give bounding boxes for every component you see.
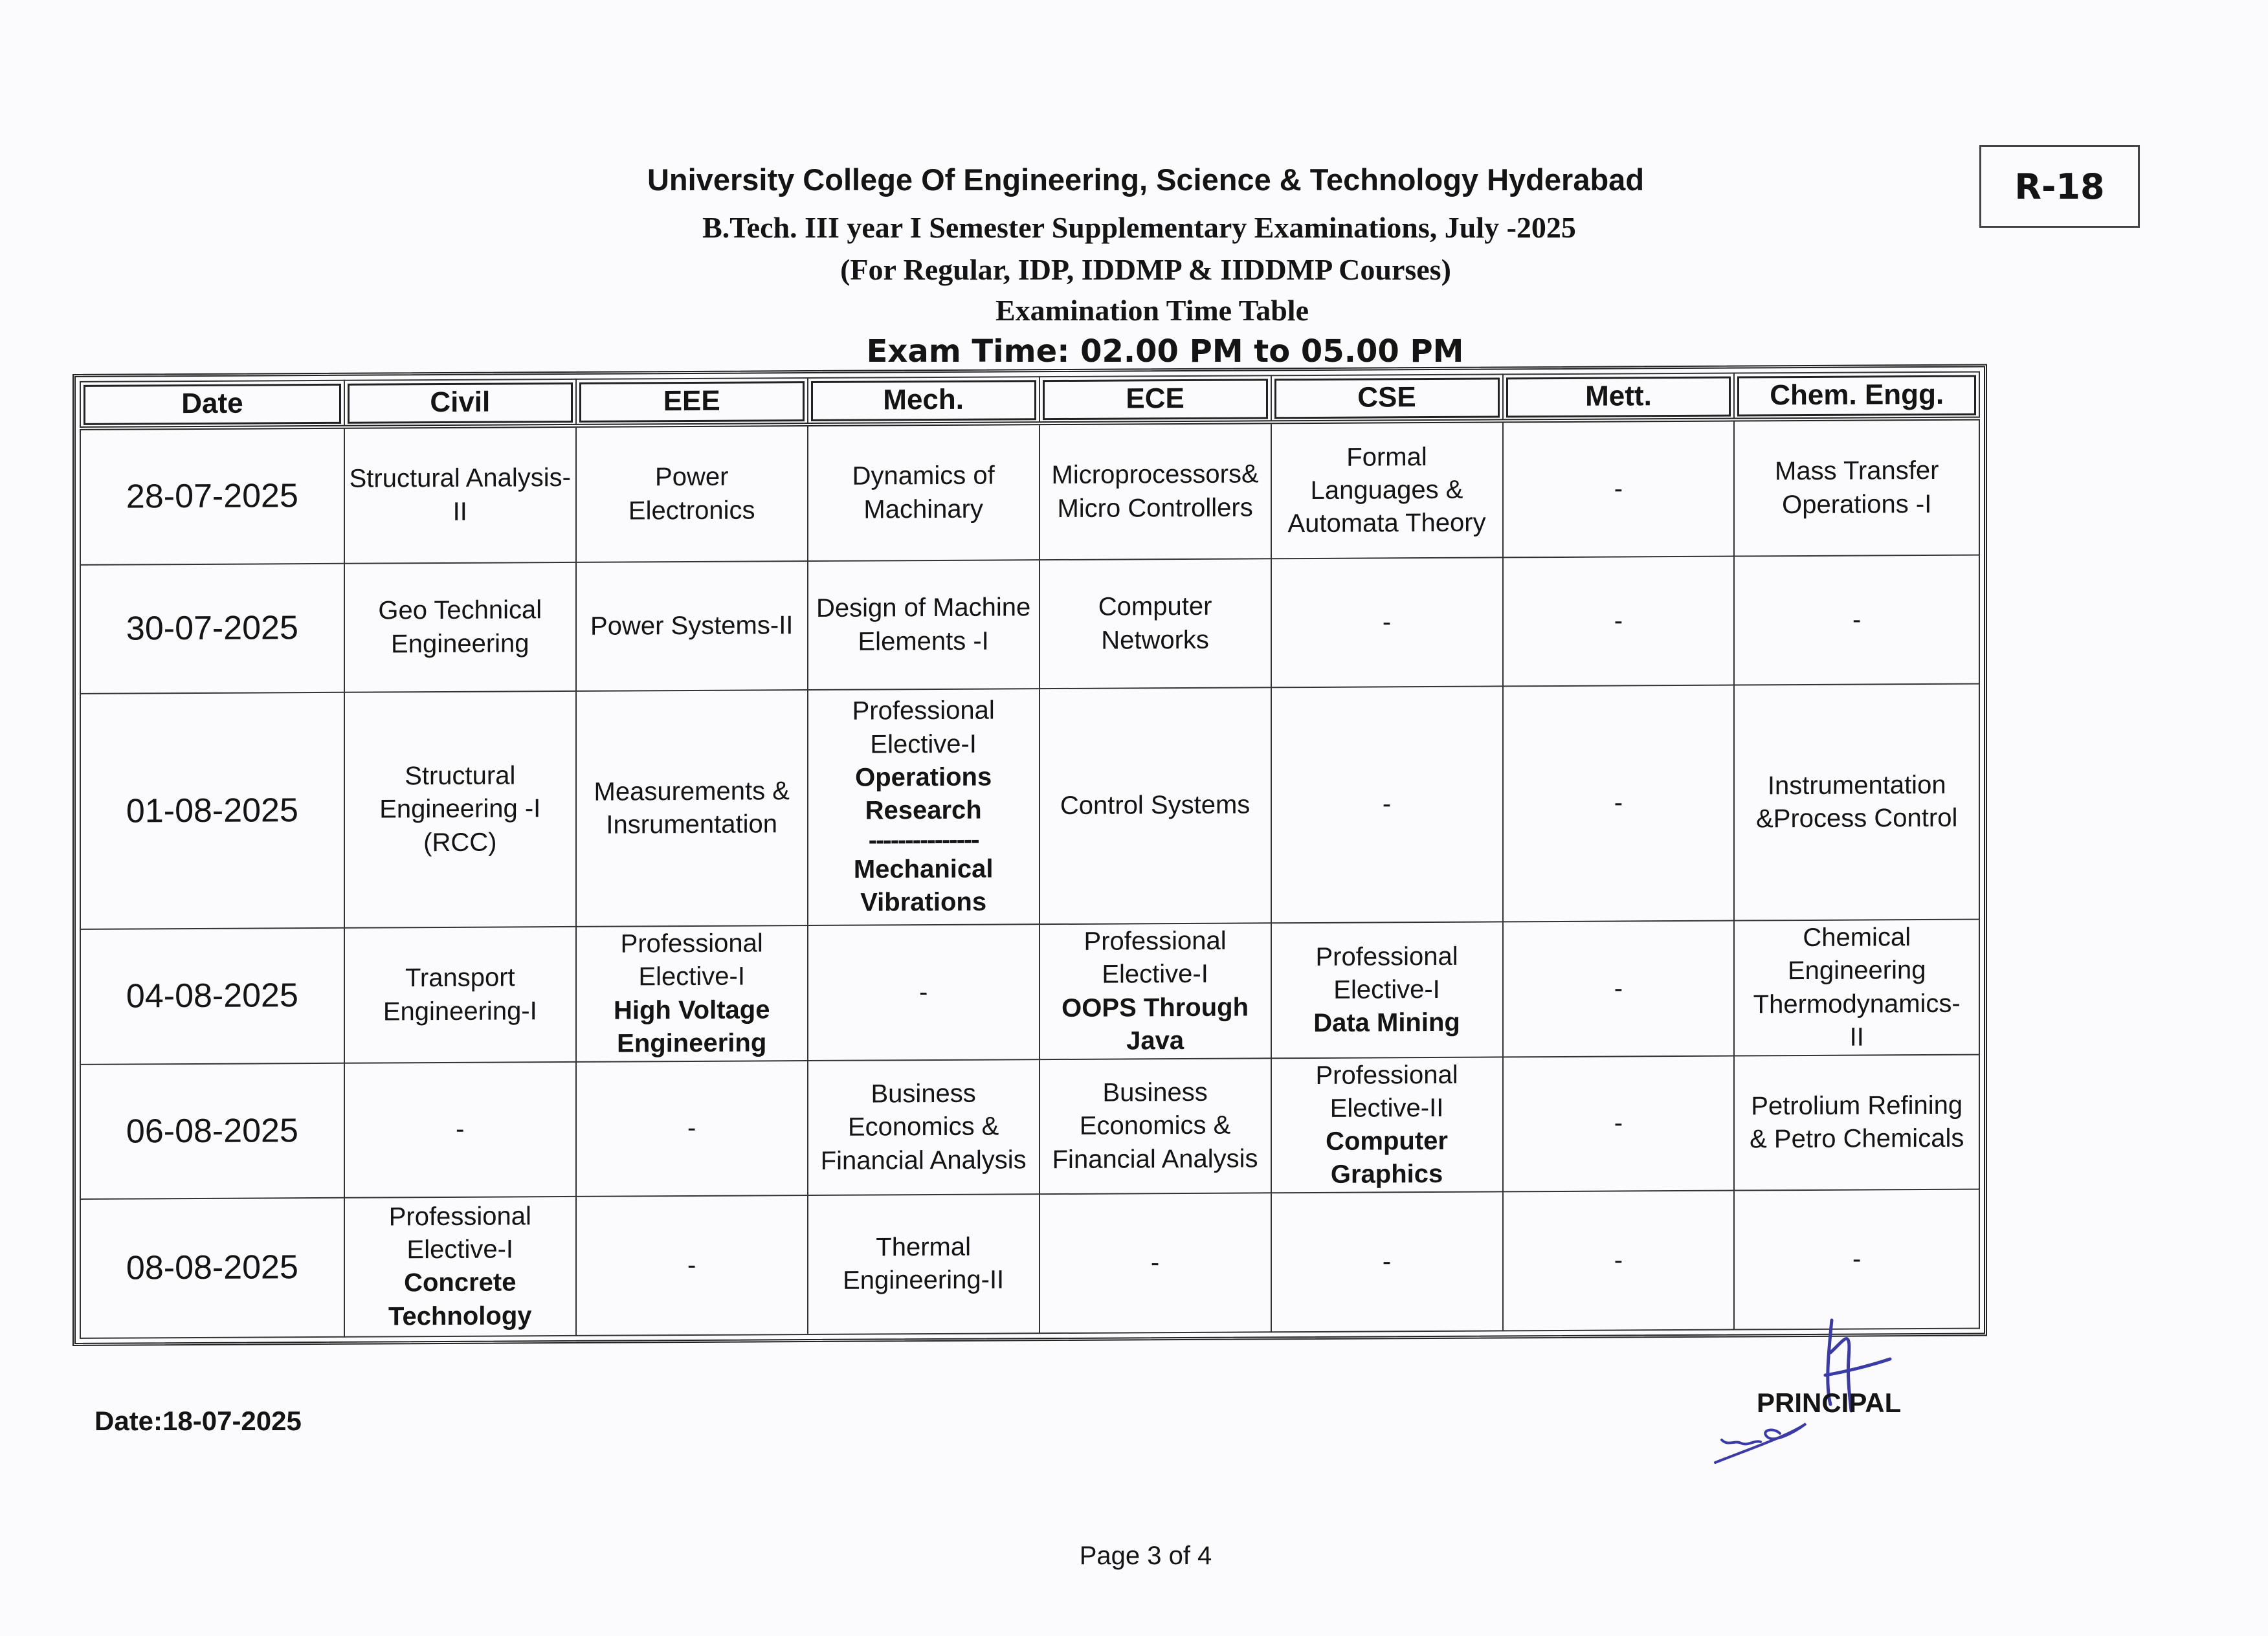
- cell-eee: Measurements & Insrumentation: [576, 690, 808, 927]
- courses-line: (For Regular, IDP, IDDMP & IIDDMP Courses): [840, 253, 1451, 286]
- cell-chem: Petrolium Refining & Petro Chemicals: [1734, 1055, 1979, 1191]
- cell-mett: -: [1503, 921, 1735, 1057]
- table-row: [80, 1189, 1979, 1338]
- cell-mett: -: [1503, 1056, 1735, 1192]
- elective-separator: ---------------: [868, 825, 979, 855]
- cell-mech: -: [808, 924, 1040, 1061]
- cell-cse: Formal Languages & Automata Theory: [1271, 421, 1503, 558]
- cell-chem: -: [1734, 555, 1979, 685]
- cell-date: 04-08-2025: [80, 928, 344, 1065]
- university-name: University College Of Engineering, Science & Technology Hyderabad: [647, 162, 1645, 197]
- cell-civil: Professional Elective-I Concrete Technology: [344, 1197, 576, 1337]
- table-row: [80, 684, 1979, 929]
- issue-date: Date:18-07-2025: [94, 1406, 302, 1436]
- cell-chem: -: [1734, 1189, 1979, 1329]
- regulation-badge: R-18: [1979, 145, 2140, 228]
- col-header-date: Date: [80, 381, 344, 428]
- col-header-ece: ECE: [1040, 375, 1271, 423]
- cell-eee: -: [576, 1061, 808, 1197]
- cell-mett: -: [1503, 1190, 1735, 1331]
- cell-eee: Professional Elective-I High Voltage Engineering: [576, 925, 808, 1062]
- col-header-civil: Civil: [344, 379, 576, 427]
- col-header-mech: Mech.: [808, 377, 1040, 425]
- timetable: [80, 371, 1980, 1339]
- col-header-mett: Mett.: [1503, 373, 1735, 421]
- cell-ece: Microprocessors& Micro Controllers: [1040, 422, 1271, 560]
- exam-time: Exam Time: 02.00 PM to 05.00 PM: [866, 333, 1464, 370]
- cell-civil: Structural Engineering -I (RCC): [344, 691, 576, 928]
- cell-ece: Control Systems: [1040, 687, 1271, 924]
- cell-eee: Power Electronics: [576, 425, 808, 562]
- cell-date: 30-07-2025: [80, 564, 344, 694]
- cell-chem: Mass Transfer Operations -I: [1734, 419, 1979, 557]
- cell-cse: Professional Elective-II Computer Graphics: [1271, 1057, 1503, 1193]
- table-row: [80, 920, 1979, 1065]
- cell-ece: Computer Networks: [1040, 558, 1271, 689]
- cell-cse: -: [1271, 558, 1503, 688]
- cell-chem: Chemical Engineering Thermodynamics- II: [1734, 920, 1979, 1056]
- col-header-cse: CSE: [1271, 374, 1503, 422]
- table-row: [80, 419, 1979, 565]
- table-row: [80, 1055, 1979, 1199]
- cell-ece: Business Economics & Financial Analysis: [1040, 1058, 1271, 1194]
- cell-mett: -: [1503, 557, 1735, 687]
- cell-ece: -: [1040, 1193, 1271, 1333]
- col-header-eee: EEE: [576, 378, 808, 426]
- cell-civil: Geo Technical Engineering: [344, 562, 576, 692]
- cell-civil: Transport Engineering-I: [344, 927, 576, 1063]
- cell-eee: -: [576, 1195, 808, 1336]
- cell-mech: Design of Machine Elements -I: [808, 560, 1040, 690]
- cell-civil: Structural Analysis- II: [344, 426, 576, 564]
- cell-civil: -: [344, 1062, 576, 1198]
- cell-mett: -: [1503, 420, 1735, 558]
- cell-date: 28-07-2025: [80, 427, 344, 565]
- cell-cse: -: [1271, 1191, 1503, 1332]
- cell-mech: Business Economics & Financial Analysis: [808, 1059, 1040, 1195]
- cell-cse: -: [1271, 687, 1503, 923]
- principal-label: PRINCIPAL: [1757, 1387, 1902, 1418]
- timetable-title: Examination Time Table: [995, 294, 1309, 327]
- cell-eee: Power Systems-II: [576, 561, 808, 691]
- cell-mett: -: [1503, 685, 1735, 922]
- timetable-frame: [72, 364, 1987, 1346]
- cell-date: 06-08-2025: [80, 1063, 344, 1199]
- exam-subtitle: B.Tech. III year I Semester Supplementary Examinations, July -2025: [702, 211, 1576, 244]
- cell-chem: Instrumentation &Process Control: [1734, 684, 1979, 921]
- table-row: [80, 555, 1979, 694]
- page-number: Page 3 of 4: [1079, 1542, 1212, 1570]
- cell-cse: Professional Elective-I Data Mining: [1271, 922, 1503, 1058]
- cell-mech: Professional Elective-I Operations Research --------------- Mechanical Vibrations: [808, 689, 1040, 925]
- cell-mech: Thermal Engineering-II: [808, 1194, 1040, 1334]
- cell-date: 08-08-2025: [80, 1198, 344, 1338]
- col-header-chem: Chem. Engg.: [1734, 372, 1979, 420]
- cell-date: 01-08-2025: [80, 692, 344, 929]
- cell-ece: Professional Elective-I OOPS Through Java: [1040, 923, 1271, 1059]
- cell-mech: Dynamics of Machinary: [808, 423, 1040, 561]
